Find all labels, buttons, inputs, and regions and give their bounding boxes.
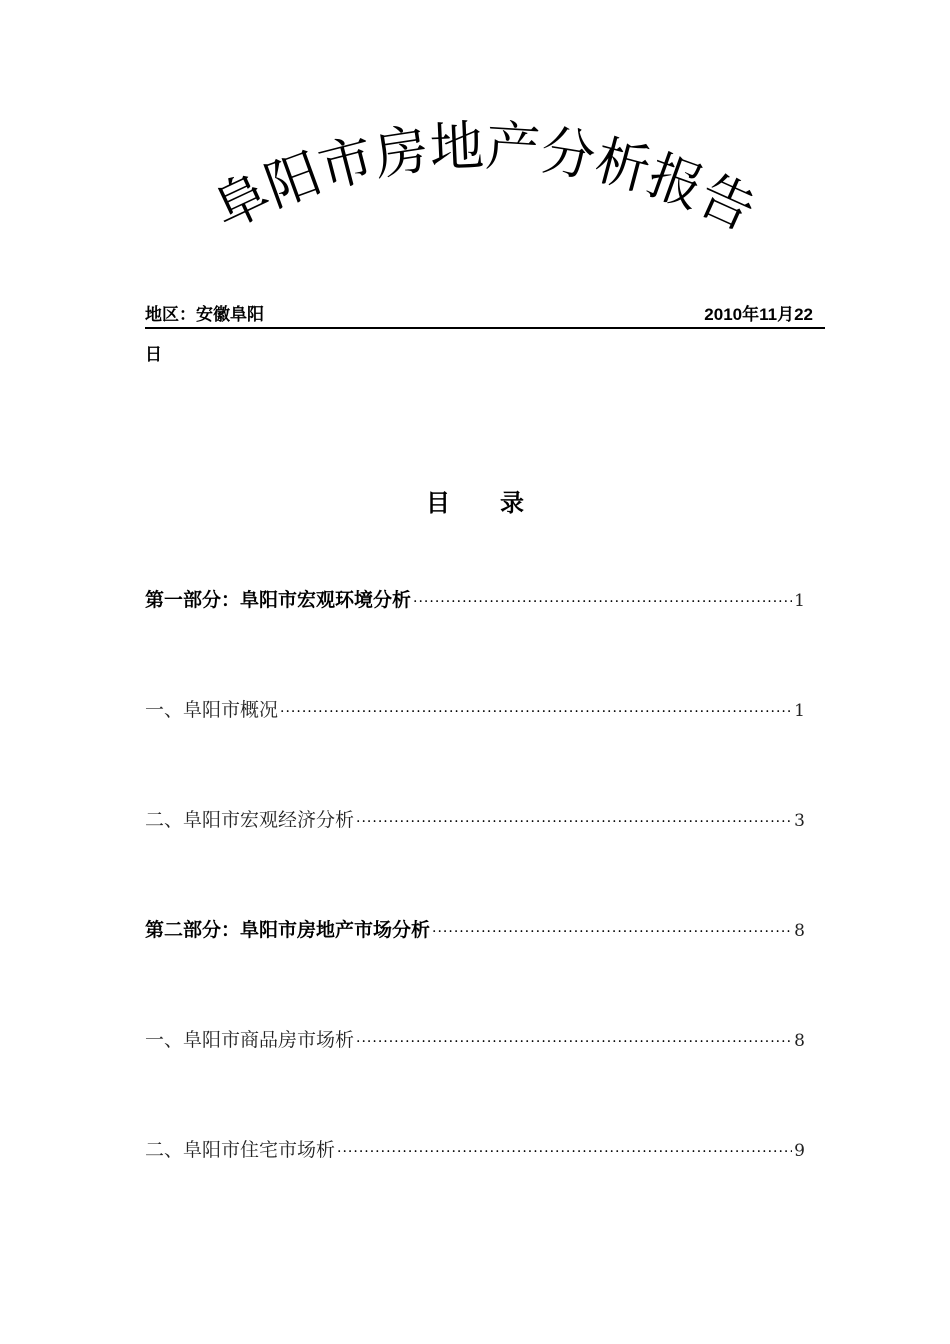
toc-entry-label: 第二部分：阜阳市房地产市场分析 (145, 919, 431, 941)
toc-leader-dots (337, 1144, 792, 1160)
report-title (150, 110, 800, 280)
toc-entry-label: 第一部分：阜阳市宏观环境分析 (145, 589, 412, 611)
toc-heading: 目录 (426, 489, 574, 517)
toc-page-number: 3 (794, 811, 805, 831)
toc-page-number: 1 (794, 591, 805, 611)
toc-leader-dots (432, 924, 792, 940)
toc-leader-dots (356, 814, 792, 830)
toc-entry[interactable] (145, 1135, 805, 1165)
toc-entry[interactable] (145, 805, 805, 835)
toc-page-number: 9 (794, 1141, 805, 1161)
toc-leader-dots (413, 594, 792, 610)
report-date-wrap: 日 (145, 345, 162, 364)
toc-entry[interactable] (145, 915, 805, 945)
toc-page-number: 8 (794, 1031, 805, 1051)
report-title-text: 阜阳市房地产分析报告 (204, 114, 765, 243)
header-info-row (145, 300, 825, 324)
header-divider (145, 327, 825, 329)
toc-entry-label: 一、阜阳市商品房市场析 (145, 1029, 355, 1051)
toc-entry-label: 二、阜阳市宏观经济分析 (145, 809, 355, 831)
toc-leader-dots (356, 1034, 792, 1050)
toc-page-number: 8 (794, 921, 805, 941)
report-date: 2010年11月22 (704, 305, 813, 324)
region-label: 地区：安徽阜阳 (145, 305, 264, 324)
toc-entry-label: 二、阜阳市住宅市场析 (145, 1139, 336, 1161)
toc-entry-label: 一、阜阳市概况 (145, 699, 279, 721)
toc-entry[interactable] (145, 585, 805, 615)
toc-entry[interactable] (145, 695, 805, 725)
toc-page-number: 1 (794, 701, 805, 721)
toc-entry[interactable] (145, 1025, 805, 1055)
toc-leader-dots (280, 704, 792, 720)
